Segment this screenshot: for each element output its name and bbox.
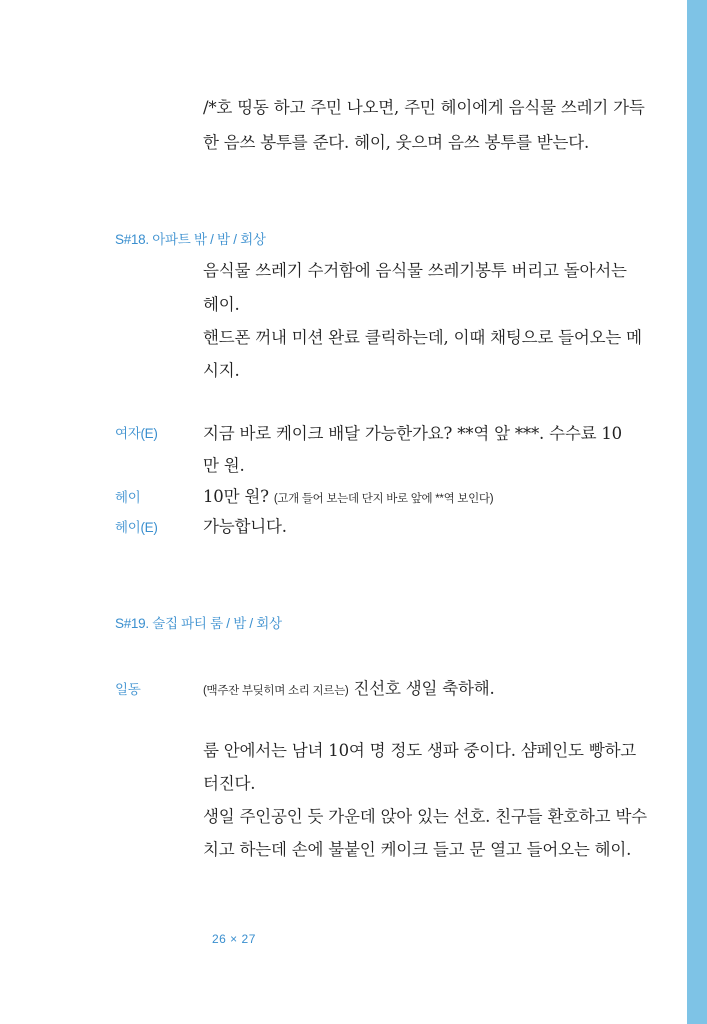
action-line: 룸 안에서는 남녀 10여 명 정도 생파 중이다. 샴페인도 빵하고 — [203, 741, 637, 760]
page-number: 26 × 27 — [212, 932, 256, 946]
speaker-name: 여자(E) — [115, 426, 158, 441]
dialogue-line: 가능합니다. — [203, 517, 287, 536]
action-line: 터진다. — [203, 774, 256, 793]
dialogue-text: 진선호 생일 축하해. — [353, 679, 495, 698]
dialogue-line: 만 원. — [203, 456, 245, 475]
scene-heading: S#19. 술집 파티 룸 / 밤 / 회상 — [115, 616, 282, 631]
action-line: 치고 하는데 손에 불붙인 케이크 들고 문 열고 들어오는 헤이. — [203, 840, 632, 859]
action-line: 생일 주인공인 듯 가운데 앉아 있는 선호. 친구들 환호하고 박수 — [203, 807, 647, 826]
parenthetical: (고개 들어 보는데 단지 바로 앞에 **역 보인다) — [273, 493, 494, 505]
parenthetical: (맥주잔 부딪히며 소리 지르는) — [203, 685, 349, 697]
dialogue-text: 10만 원? — [203, 487, 269, 506]
scene-heading: S#18. 아파트 밖 / 밤 / 회상 — [115, 232, 266, 247]
action-line: 한 음쓰 봉투를 준다. 헤이, 웃으며 음쓰 봉투를 받는다. — [203, 133, 590, 152]
dialogue-line — [203, 675, 495, 699]
action-line: 헤이. — [203, 295, 240, 314]
speaker-name: 일동 — [115, 682, 141, 697]
dialogue-line — [203, 483, 493, 507]
speaker-name: 헤이 — [115, 490, 141, 505]
side-color-bar — [687, 0, 707, 1024]
dialogue-line: 지금 바로 케이크 배달 가능한가요? **역 앞 ***. 수수료 10 — [203, 424, 622, 443]
action-line: 음식물 쓰레기 수거함에 음식물 쓰레기봉투 버리고 돌아서는 — [203, 261, 627, 280]
action-line: /*호 띵동 하고 주민 나오면, 주민 헤이에게 음식물 쓰레기 가득 — [203, 98, 645, 117]
speaker-name: 헤이(E) — [115, 520, 158, 535]
action-line: 시지. — [203, 361, 240, 380]
action-line: 핸드폰 꺼내 미션 완료 클릭하는데, 이때 채팅으로 들어오는 메 — [203, 328, 642, 347]
